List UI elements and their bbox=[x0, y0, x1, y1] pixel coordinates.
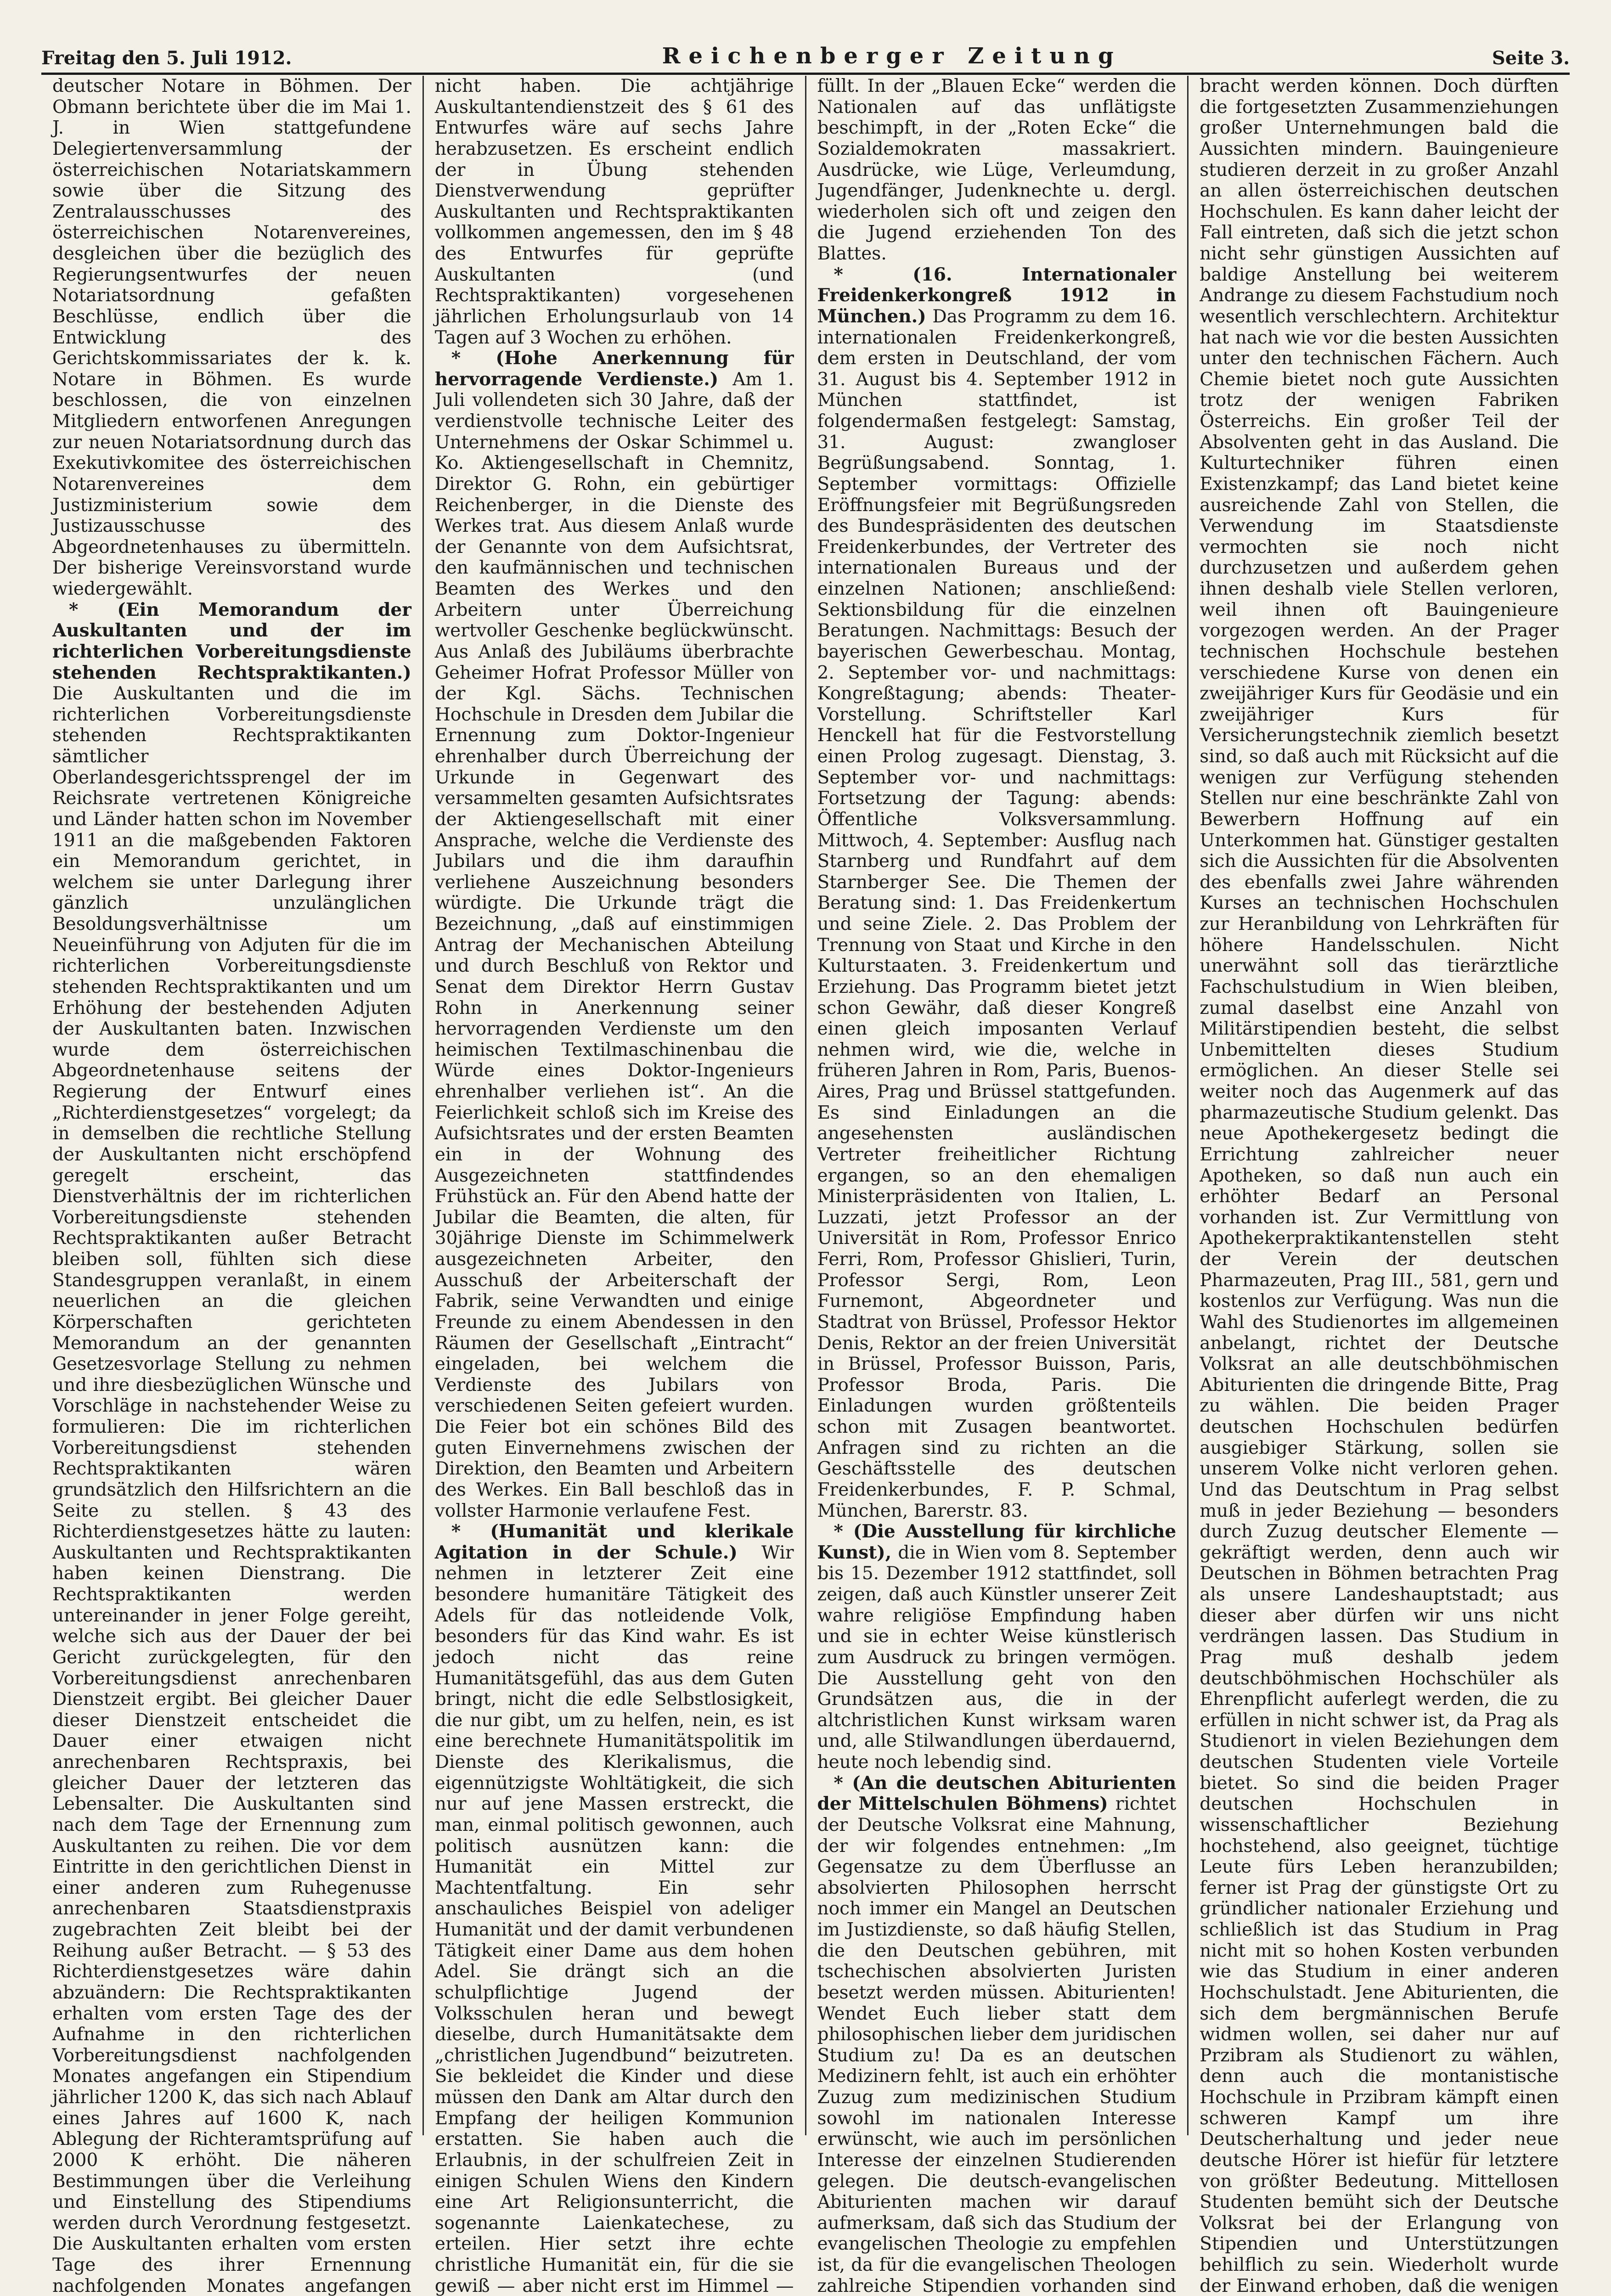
article-text: deutscher Notare in Böhmen. Der Obmann berichtete über die im Mai 1. J. in Wien stattgefundene Delegiertenversammlung der österreichischen Notariatskammern sowie über die Sitzung des Zentralausschusses des österreichischen Notarenvereines, desgleichen über die bezüglich des Regierungsentwurfes der neuen Notariatsordnung gefaßten Beschlüsse, endlich über die Entwicklung des Gerichtskommissariates der k. k. Notare in Böhmen. Es wurde beschlossen, die von einzelnen Mitgliedern entworfenen Anregungen zur neuen Notariatsordnung durch das Exekutivkomitee des österreichischen Notarenvereines dem Justizministerium sowie dem Justizausschusse des Abgeordnetenhauses zu übermitteln. Der bisherige Vereinsvorstand wurde wiedergewählt. bbox=[52, 76, 411, 599]
article-heading: * (16. Internationaler Freidenkerkongreß 1912 in München.) bbox=[817, 264, 1177, 327]
article-paragraph bbox=[1200, 76, 1559, 2296]
article-text: Die Auskultanten und die im richterlichen Vorbereitungsdienste stehenden Rechtspraktikanten sämtlicher Oberlandesgerichtssprengel der im Reichsrate vertretenen Königreiche und Länder hatten schon im November 1911 an die maßgebenden Faktoren ein Memorandum gerichtet, in welchem sie unter Darlegung ihrer gänzlich unzulänglichen Besoldungsverhältnisse um Neueinführung von Adjuten für die im richterlichen Vorbereitungsdienste stehenden Rechtspraktikanten und um Erhöhung der bestehenden Adjuten der Auskultanten baten. Inzwischen wurde dem österreichischen Abgeordnetenhause seitens der Regierung der Entwurf eines „Richterdienstgesetzes“ vorgelegt; da in demselben die rechtliche Stellung der Auskultanten nicht erschöpfend geregelt erscheint, das Dienstverhältnis der im richterlichen Vorbereitungsdienste stehenden Rechtspraktikanten außer Betracht bleiben soll, fühlten sich diese Standesgruppen veranlaßt, in einem neuerlichen an die gleichen Körperschaften gerichteten Memorandum an der genannten Gesetzesvorlage Stellung zu nehmen und ihre diesbezüglichen Wünsche und Vorschläge in nachstehender Weise zu formulieren: Die im richterlichen Vorbereitungsdienst stehenden Rechtspraktikanten wären grundsätzlich den Hilfsrichtern an die Seite zu stellen. § 43 des Richterdienstgesetzes hätte zu lauten: Auskultanten und Rechtspraktikanten haben keinen Dienstrang. Die Rechtspraktikanten werden untereinander in jener Folge gereiht, welche sich aus der Dauer der bei Gericht zurückgelegten, für den Vorbereitungsdienst anrechenbaren Dienstzeit ergibt. Bei gleicher Dauer dieser Dienstzeit entscheidet die Dauer einer etwaigen nicht anrechenbaren Rechtspraxis, bei gleicher Dauer der letzteren das Lebensalter. Die Auskultanten sind nach dem Tage der Ernennung zum Auskultanten zu reihen. Die vor dem Eintritte in den gerichtlichen Dienst in einer anderen zum Ruhegenusse anrechenbaren Staatsdienstpraxis zugebrachten Zeit bleibt bei der Reihung außer Betracht. — § 53 des Richterdienstgesetzes wäre dahin abzuändern: Die Rechtspraktikanten erhalten vom ersten Tage des der Aufnahme in den richterlichen Vorbereitungsdienst nachfolgenden Monates angefangen ein Stipendium jährlicher 1200 K, das sich nach Ablauf eines Jahres auf 1600 K, nach Ablegung der Richteramtsprüfung auf 2000 K erhöht. Die näheren Bestimmungen über die Verleihung und Einstellung des Stipendiums werden durch Verordnung festgesetzt. Die Auskultanten erhalten vom ersten Tage des ihrer Ernennung nachfolgenden Monates angefangen bbox=[52, 683, 411, 2296]
article-paragraph bbox=[52, 600, 411, 2296]
article-heading: * (An die deutschen Abiturienten der Mittelschulen Böhmens) bbox=[817, 1772, 1177, 1815]
article-text: richtet der Deutsche Volksrat eine Mahnung, der wir folgendes entnehmen: „Im Gegensatze zu dem Überflusse an absolvierten Philosophen herrscht noch immer ein Mangel an Deutschen im Justizdienste, so daß häufig Stellen, die den Deutschen gebühren, mit tschechischen absolvierten Juristen besetzt werden müssen. Abiturienten! Wendet Euch lieber statt dem philosophischen lieber dem juridischen Studium zu! Da es an deutschen Medizinern fehlt, ist auch ein erhöhter Zuzug zum medizinischen Studium sowohl im nationalen Interesse erwünscht, wie auch im persönlichen Interesse der einzelnen Studierenden gelegen. Die deutsch-evangelischen Abiturienten machen wir darauf aufmerksam, daß sich das Studium der evangelischen Theologie zu empfehlen ist, da für die evangelischen Theologen zahlreiche Stipendien vorhanden sind bbox=[817, 1794, 1177, 2296]
article-text: Das Programm zu dem 16. internationalen Freidenkerkongreß, dem ersten in Deutschland, der vom 31. August bis 4. September 1912 in München stattfindet, ist folgendermaßen festgelegt: Samstag, 31. August: zwangloser Begrüßungsabend. Sonntag, 1. September vormittags: Offizielle Eröffnungsfeier mit Begrüßungsreden des Bundespräsidenten des deutschen Freidenkerbundes, der Vertreter des internationalen Bureaus und der einzelnen Nationen; anschließend: Sektionsbildung für die einzelnen Beratungen. Nachmittags: Besuch der bayerischen Gewerbeschau. Montag, 2. September vor- und nachmittags: Kongreßtagung; abends: Theater-Vorstellung. Schriftsteller Karl Henckell hat für die Festvorstellung einen Prolog zugesagt. Dienstag, 3. September vor- und nachmittags: Fortsetzung der Tagung: abends: Öffentliche Volksversammlung. Mittwoch, 4. September: Ausflug nach Starnberg und Rundfahrt auf dem Starnberger See. Die Themen der Beratung sind: 1. Das Freidenkertum und seine Ziele. 2. Das Problem der Trennung von Staat und Kirche in den Kulturstaaten. 3. Freidenkertum und Erziehung. Das Programm bietet jetzt schon Gewähr, daß dieser Kongreß einen gleich imposanten Verlauf nehmen wird, wie die, welche in früheren Jahren in Rom, Paris, Buenos-Aires, Prag und Brüssel stattgefunden. Es sind Einladungen an die angesehensten ausländischen Vertreter freiheitlicher Richtung ergangen, so an den ehemaligen Ministerpräsidenten von Italien, L. Luzzati, jetzt Professor an der Universität in Rom, Professor Enrico Ferri, Rom, Professor Ghislieri, Turin, Professor Sergi, Rom, Leon Furnemont, Abgeordneter und Stadtrat von Brüssel, Professor Hektor Denis, Rektor an der freien Universität in Brüssel, Professor Buisson, Paris, Professor Broda, Paris. Die Einladungen wurden größtenteils schon mit Zusagen beantwortet. Anfragen sind zu richten an die Geschäftsstelle des deutschen Freidenkerbundes, F. P. Schmal, München, Barerstr. 83. bbox=[817, 306, 1177, 1521]
article-text: bracht werden können. Doch dürften die fortgesetzten Zusammenziehungen großer Unternehmungen bald die Aussichten mindern. Bauingenieure studieren derzeit in zu großer Anzahl an allen österreichischen deutschen Hochschulen. Es kann daher leicht der Fall eintreten, daß sich die jetzt schon nicht sehr günstigen Aussichten auf baldige Anstellung bei weiterem Andrange zu diesem Fachstudium noch wesentlich verschlechtern. Architektur hat nach wie vor die besten Aussichten unter den technischen Fächern. Auch Chemie bietet noch gute Aussichten trotz der wenigen Fabriken Österreichs. Ein großer Teil der Absolventen geht in das Ausland. Die Kulturtechniker führen einen Existenzkampf; das Land bietet keine ausreichende Zahl von Stellen, die Verwendung im Staatsdienste vermochten sie noch nicht durchzusetzen und außerdem gehen ihnen deshalb viele Stellen verloren, weil ihnen oft Bauingenieure vorgezogen werden. An der Prager technischen Hochschule bestehen verschiedene Kurse von denen ein zweijähriger Kurs für Geodäsie und ein zweijähriger Kurs für Versicherungstechnik ziemlich besetzt sind, so daß auch mit Rücksicht auf die wenigen zur Verfügung stehenden Stellen nur eine beschränkte Zahl von Bewerbern Hoffnung auf ein Unterkommen hat. Günstiger gestalten sich die Aussichten für die Absolventen des ebenfalls zwei Jahre währenden Kurses an technischen Hochschulen zur Heranbildung von Lehrkräften für höhere Handelsschulen. Nicht unerwähnt soll das tierärztliche Fachschulstudium in Wien bleiben, zumal daselbst eine Anzahl von Militärstipendien besteht, die selbst Unbemittelten dieses Studium ermöglichen. An dieser Stelle sei weiter noch das Augenmerk auf das pharmazeutische Studium gelenkt. Das neue Apothekergesetz bedingt die Errichtung zahlreicher neuer Apotheken, so daß nun auch ein erhöhter Bedarf an Personal vorhanden ist. Zur Vermittlung von Apothekerpraktikantenstellen steht der Verein der deutschen Pharmazeuten, Prag III., 581, gern und kostenlos zur Verfügung. Was nun die Wahl des Studienortes im allgemeinen anbelangt, richtet der Deutsche Volksrat an alle deutschböhmischen Abiturienten die dringende Bitte, Prag zu wählen. Die beiden Prager deutschen Hochschulen bedürfen ausgiebiger Stärkung, sollen sie unserem Volke nicht verloren gehen. Und das Deutschtum in Prag selbst muß in jeder Beziehung — besonders durch Zuzug deutscher Elemente — gekräftigt werden, denn auch wir Deutschen in Böhmen betrachten Prag als unsere Landeshauptstadt; aus dieser aber dürfen wir uns nicht verdrängen lassen. Das Studium in Prag muß deshalb jedem deutschböhmischen Hochschüler als Ehrenpflicht auferlegt werden, die zu erfüllen in nicht schwer ist, da Prag als Studienort in vielen Beziehungen dem deutschen Studenten viele Vorteile bietet. So sind die beiden Prager deutschen Hochschulen in wissenschaftlicher Beziehung hochstehend, also geeignet, tüchtige Leute fürs Leben heranzubilden; ferner ist Prag der günstigste Ort zu gründlicher nationaler Erziehung und schließlich ist das Studium in Prag nicht mit so hohen Kosten verbunden wie das Studium in einer anderen Hochschulstadt. Jene Abiturienten, die sich dem bergmännischen Berufe widmen wollen, sei daher nur auf Przibram als Studienort zu wählen, denn auch die montanistische Hochschule in Przibram kämpft einen schweren Kampf um ihre Deutscherhaltung und jeder neue deutsche Hörer ist hiefür für letztere von größter Bedeutung. Mittellosen Studenten bemüht sich der Deutsche Volksrat bei der Erlangung von Stipendien und Unterstützungen behilflich zu sein. Wiederholt wurde der Einwand erhoben, daß die wenigen bbox=[1200, 76, 1559, 2296]
article-paragraph bbox=[817, 264, 1177, 1522]
column-3 bbox=[806, 76, 1189, 2296]
article-text: nicht haben. Die achtjährige Auskultantendienstzeit des § 61 des Entwurfes wäre auf sechs Jahre herabzusetzen. Es erscheint endlich der in Übung stehenden Dienstverwendung geprüfter Auskultanten und Rechtspraktikanten vollkommen angemessen, den im § 48 des Entwurfes für geprüfte Auskultanten (und Rechtspraktikanten) vorgesehenen jährlichen Erholungsurlaub von 14 Tagen auf 3 Wochen zu erhöhen. bbox=[434, 76, 794, 348]
article-heading: * (Humanität und klerikale Agitation in der Schule.) bbox=[434, 1521, 794, 1563]
article-text: füllt. In der „Blauen Ecke“ werden die Nationalen auf das unflätigste beschimpft, in der „Roten Ecke“ die Sozialdemokraten massakriert. Ausdrücke, wie Lüge, Verleumdung, Jugendfänger, Judenknechte u. dergl. wiederholen sich oft und zeigen den die Jugend erziehenden Ton des Blattes. bbox=[817, 76, 1177, 264]
article-paragraph bbox=[435, 1521, 794, 2296]
article-paragraph bbox=[52, 76, 411, 600]
article-paragraph bbox=[435, 76, 794, 348]
page-number: Seite 3. bbox=[1492, 47, 1570, 69]
column-1 bbox=[41, 76, 424, 2296]
article-heading: * (Ein Memorandum der Auskultanten und der im richterlichen Vorbereitungsdienste stehenden Rechtspraktikanten.) bbox=[52, 599, 411, 683]
issue-date: Freitag den 5. Juli 1912. bbox=[41, 47, 292, 69]
article-paragraph bbox=[435, 348, 794, 1521]
article-text: Am 1. Juli vollendeten sich 30 Jahre, daß der verdienstvolle technische Leiter des Unternehmens der Oskar Schimmel u. Ko. Aktiengesellschaft in Chemnitz, Direktor G. Rohn, ein gebürtiger Reichenberger, in die Dienste des Werkes trat. Aus diesem Anlaß wurde der Genannte von dem Aufsichtsrat, den kaufmännischen und technischen Beamten des Werkes und den Arbeitern unter Überreichung wertvoller Geschenke beglückwünscht. Aus Anlaß des Jubiläums überbrachte Geheimer Hofrat Professor Müller von der Kgl. Sächs. Technischen Hochschule in Dresden dem Jubilar die Ernennung zum Doktor-Ingenieur ehrenhalber durch Überreichung der Urkunde in Gegenwart des versammelten gesamten Aufsichtsrates der Aktiengesellschaft mit einer Ansprache, welche die Verdienste des Jubilars und die ihm daraufhin verliehene Auszeichnung besonders würdigte. Die Urkunde trägt die Bezeichnung, „daß auf einstimmigen Antrag der Mechanischen Abteilung und durch Beschluß von Rektor und Senat dem Direktor Herrn Gustav Rohn in Anerkennung seiner hervorragenden Verdienste um den heimischen Textilmaschinenbau die Würde eines Doktor-Ingenieurs ehrenhalber verliehen ist“. An die Feierlichkeit schloß sich im Kreise des Aufsichtsrates und der ersten Beamten ein in der Wohnung des Ausgezeichneten stattfindendes Frühstück an. Für den Abend hatte der Jubilar die Beamten, die alten, für 30jährige Dienste im Schimmelwerk ausgezeichneten Arbeiter, den Ausschuß der Arbeiterschaft der Fabrik, seine Verwandten und einige Freunde zu einem Abendessen in den Räumen der Gesellschaft „Eintracht“ eingeladen, bei welchem die Verdienste des Jubilars von verschiedenen Seiten gefeiert wurden. Die Feier bot ein schönes Bild des guten Einvernehmens zwischen der Direktion, den Beamten und Arbeitern des Werkes. Ein Ball beschloß das in vollster Harmonie verlaufene Fest. bbox=[434, 369, 794, 1521]
newspaper-title: Reichenberger Zeitung bbox=[662, 43, 1122, 69]
article-paragraph bbox=[817, 76, 1177, 264]
page-header bbox=[41, 32, 1570, 75]
article-paragraph bbox=[817, 1521, 1177, 1773]
article-columns bbox=[41, 76, 1570, 2296]
article-heading: * (Die Ausstellung für kirchliche Kunst), bbox=[817, 1521, 1177, 1563]
column-4 bbox=[1189, 76, 1570, 2296]
article-text: die in Wien vom 8. September bis 15. Dezember 1912 stattfindet, soll zeigen, daß auch Künstler unserer Zeit wahre religiöse Empfindung haben und sie in echter Weise künstlerisch zum Ausdruck zu bringen vermögen. Die Ausstellung geht von den Grundsätzen aus, die in der altchristlichen Kunst wirksam waren und, alle Stilwandlungen überdauernd, heute noch lebendig sind. bbox=[817, 1542, 1177, 1773]
article-text: Wir nehmen in letzterer Zeit eine besondere humanitäre Tätigkeit des Adels für das notleidende Volk, besonders für das Kind wahr. Es ist jedoch nicht das reine Humanitätsgefühl, das aus dem Guten bringt, nicht die edle Selbstlosigkeit, die nur gibt, um zu helfen, nein, es ist eine berechnete Humanitätspolitik im Dienste des Klerikalismus, die eigennützigste Wohltätigkeit, die sich nur auf jene Massen erstreckt, die man, einmal politisch gewonnen, auch politisch ausnützen kann: die Humanität ein Mittel zur Machtentfaltung. Ein sehr anschauliches Beispiel von adeliger Humanität und der damit verbundenen Tätigkeit einer Dame aus dem hohen Adel. Sie drängt sich an die schulpflichtige Jugend der Volksschulen heran und bewegt dieselbe, durch Humanitätsakte dem „christlichen Jugendbund“ beizutreten. Sie bekleidet die Kinder und diese müssen den Dank am Altar durch den Empfang der heiligen Kommunion erstatten. Sie haben auch die Erlaubnis, in der schulfreien Zeit in einigen Schulen Wiens den Kindern eine Art Religionsunterricht, die sogenannte Laienkatechese, zu erteilen. Hier setzt ihre echte christliche Humanität ein, für die sie gewiß — aber nicht erst im Himmel — bbox=[434, 1542, 794, 2296]
article-paragraph bbox=[817, 1773, 1177, 2296]
article-heading: * (Hohe Anerkennung für hervorragende Verdienste.) bbox=[434, 348, 794, 390]
column-2 bbox=[424, 76, 806, 2296]
